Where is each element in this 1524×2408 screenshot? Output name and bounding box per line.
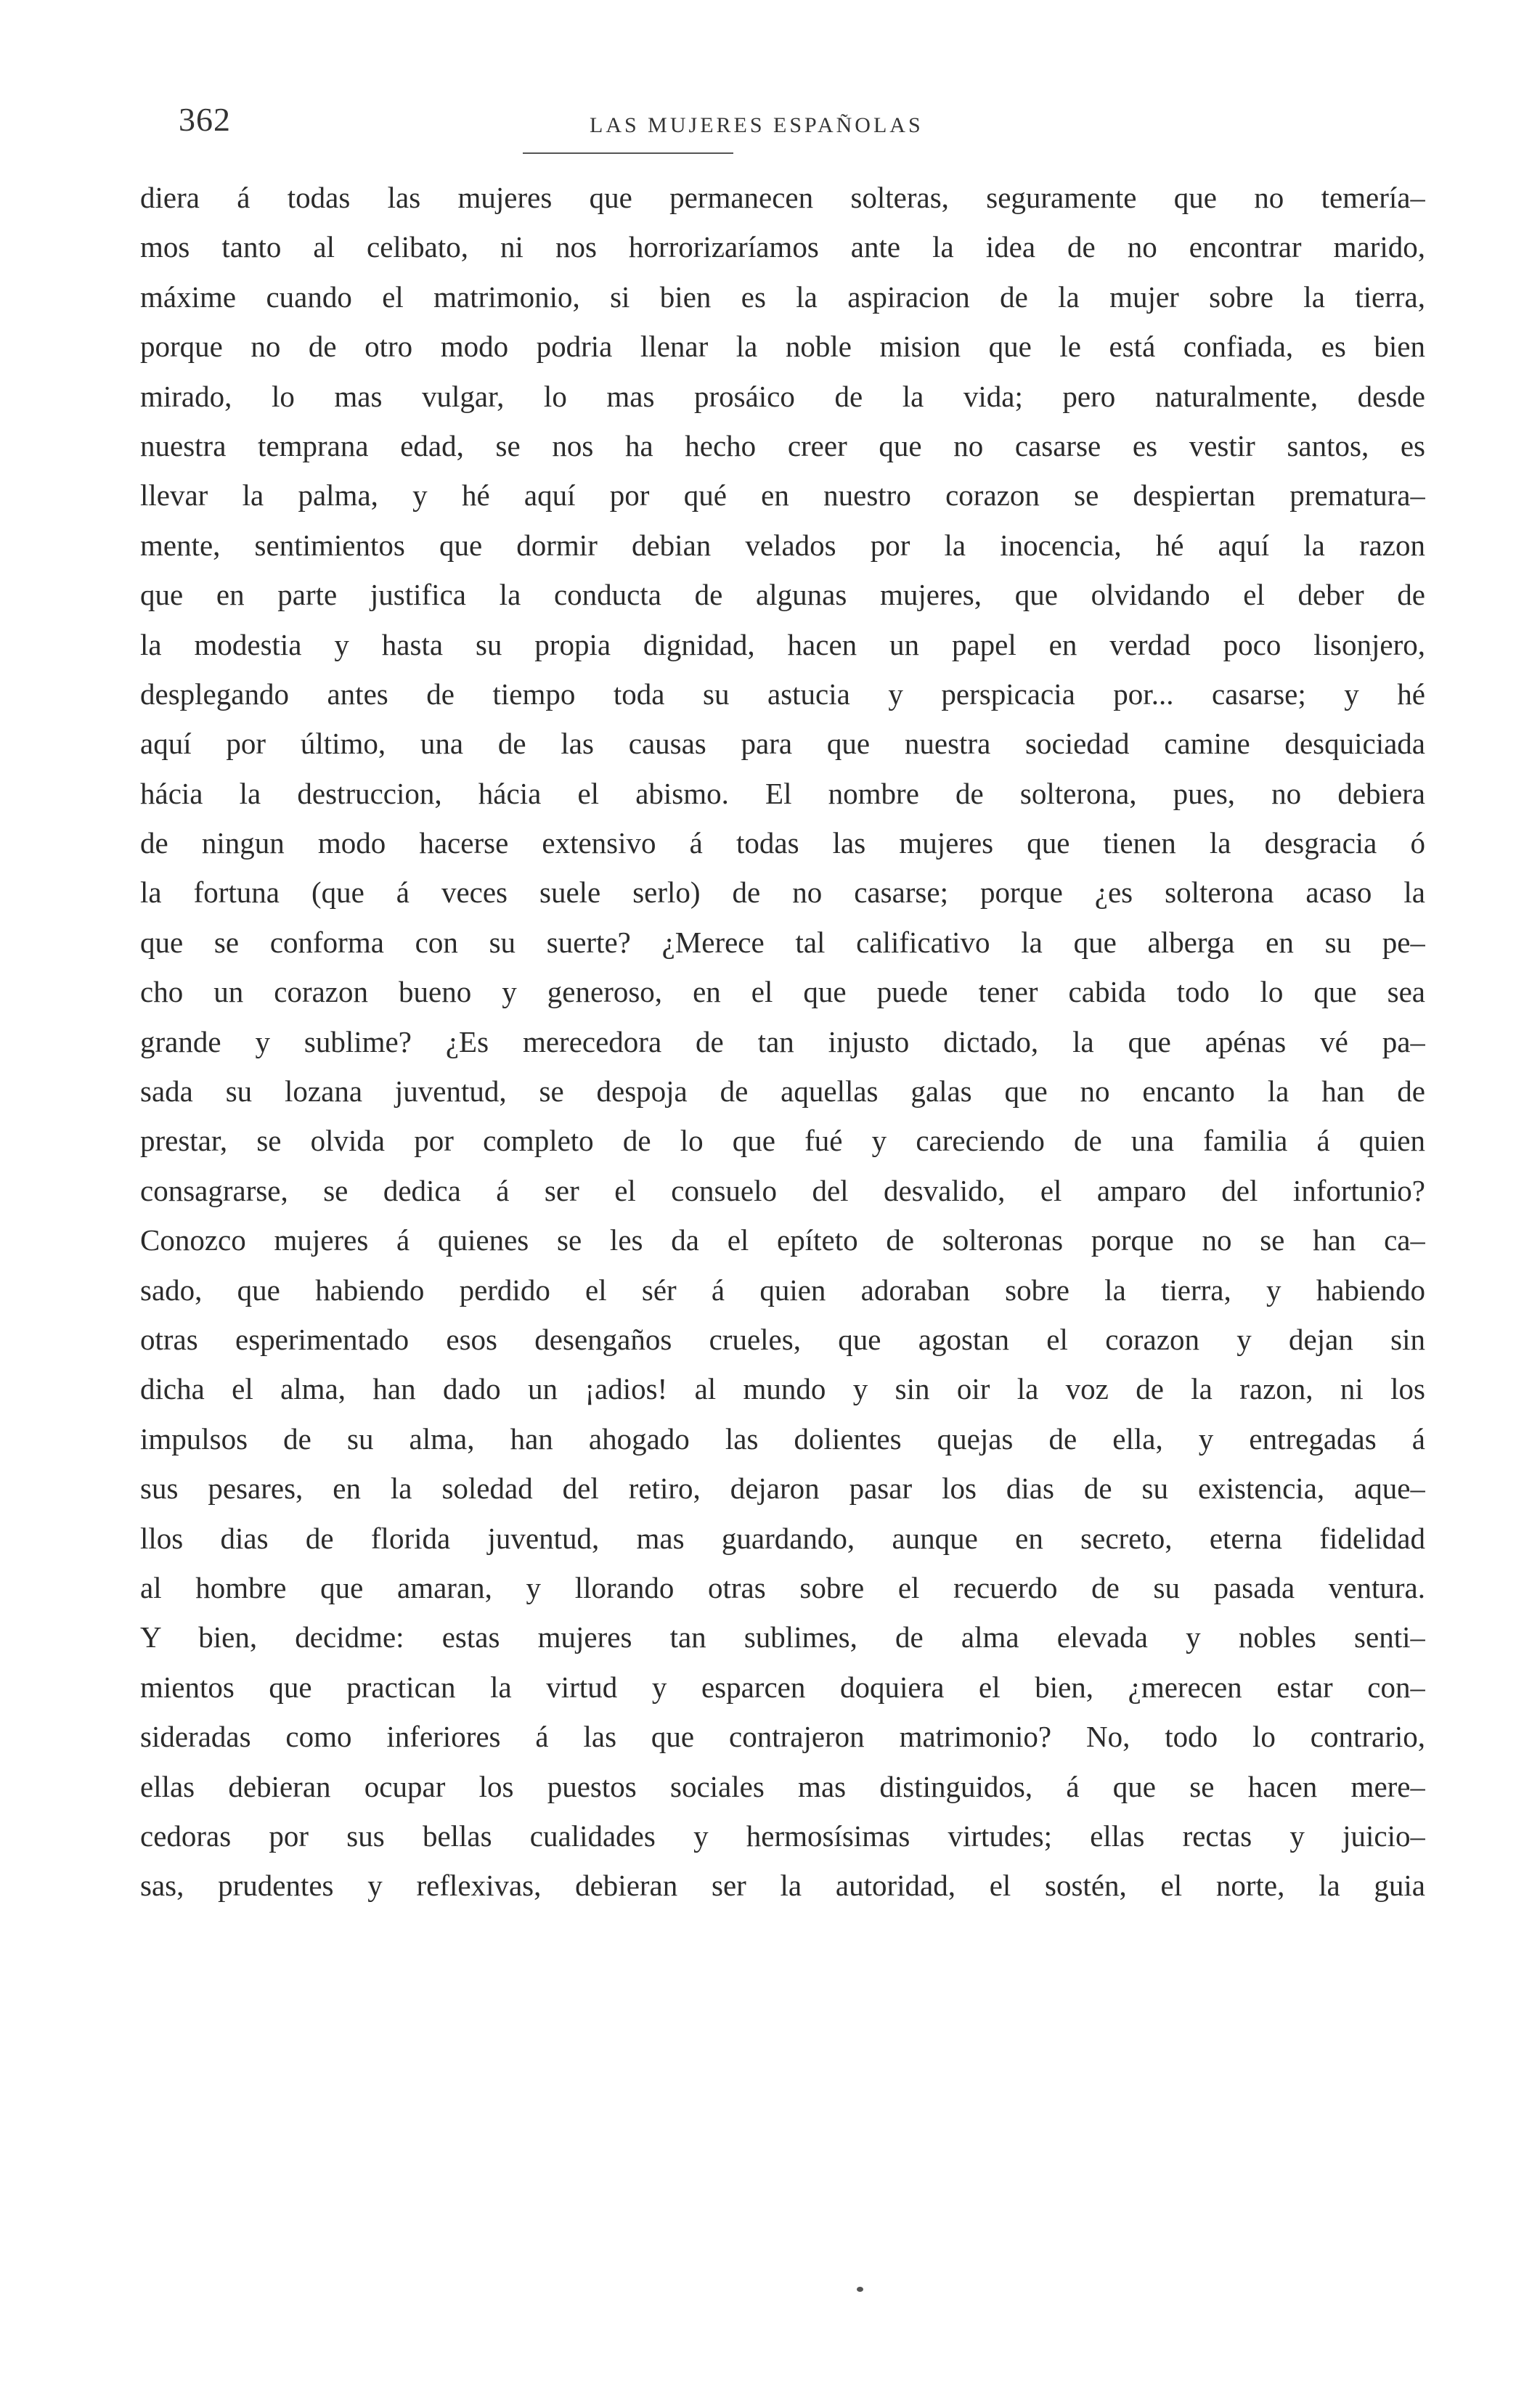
text-line: llos dias de florida juventud, mas guardando, aunque en secreto, eterna fidelidad bbox=[140, 1521, 1425, 1555]
text-line: sus pesares, en la soledad del retiro, dejaron pasar los dias de su existencia, aque– bbox=[140, 1472, 1425, 1506]
body-text bbox=[140, 173, 1425, 1911]
text-line: al hombre que amaran, y llorando otras sobre el recuerdo de su pasada ventura. bbox=[140, 1570, 1425, 1604]
text-line: ellas debieran ocupar los puestos sociales mas distinguidos, á que se hacen mere– bbox=[140, 1769, 1425, 1803]
text-line: que se conforma con su suerte? ¿Merece tal calificativo la que alberga en su pe– bbox=[140, 925, 1425, 959]
ink-speck bbox=[857, 2287, 863, 2292]
text-line: que en parte justifica la conducta de algunas mujeres, que olvidando el deber de bbox=[140, 578, 1425, 612]
header-rule bbox=[523, 152, 733, 154]
text-line: llevar la palma, y hé aquí por qué en nuestro corazon se despiertan prematura– bbox=[140, 478, 1425, 513]
page-number: 362 bbox=[179, 101, 231, 138]
text-line: porque no de otro modo podria llenar la noble mision que le está confiada, es bien bbox=[140, 330, 1425, 364]
page-header bbox=[179, 100, 1449, 151]
text-line: hácia la destruccion, hácia el abismo. El nombre de solterona, pues, no debiera bbox=[140, 776, 1425, 810]
text-line: otras esperimentado esos desengaños crueles, que agostan el corazon y dejan sin bbox=[140, 1322, 1425, 1356]
text-line: mirado, lo mas vulgar, lo mas prosáico de la vida; pero naturalmente, desde bbox=[140, 379, 1425, 413]
text-line: máxime cuando el matrimonio, si bien es la aspiracion de la mujer sobre la tierra, bbox=[140, 279, 1425, 314]
text-line: de ningun modo hacerse extensivo á todas las mujeres que tienen la desgracia ó bbox=[140, 826, 1425, 860]
text-line: nuestra temprana edad, se nos ha hecho creer que no casarse es vestir santos, es bbox=[140, 428, 1425, 462]
text-line: sas, prudentes y reflexivas, debieran ser la autoridad, el sostén, el norte, la guia bbox=[140, 1869, 1425, 1903]
text-line: consagrarse, se dedica á ser el consuelo del desvalido, el amparo del infortunio? bbox=[140, 1173, 1425, 1207]
text-line: sideradas como inferiores á las que contrajeron matrimonio? No, todo lo contrario, bbox=[140, 1720, 1425, 1754]
text-line: desplegando antes de tiempo toda su astucia y perspicacia por... casarse; y hé bbox=[140, 677, 1425, 711]
text-line: la fortuna (que á veces suele serlo) de no casarse; porque ¿es solterona acaso la bbox=[140, 876, 1425, 910]
text-line: aquí por último, una de las causas para que nuestra sociedad camine desquiciada bbox=[140, 727, 1425, 761]
text-line: mente, sentimientos que dormir debian velados por la inocencia, hé aquí la razon bbox=[140, 528, 1425, 562]
text-line: sado, que habiendo perdido el sér á quien adoraban sobre la tierra, y habiendo bbox=[140, 1273, 1425, 1307]
text-line: cedoras por sus bellas cualidades y hermosísimas virtudes; ellas rectas y juicio– bbox=[140, 1819, 1425, 1853]
text-line: cho un corazon bueno y generoso, en el que puede tener cabida todo lo que sea bbox=[140, 975, 1425, 1009]
text-line: grande y sublime? ¿Es merecedora de tan injusto dictado, la que apénas vé pa– bbox=[140, 1024, 1425, 1058]
text-line: Conozco mujeres á quienes se les da el epíteto de solteronas porque no se han ca– bbox=[140, 1223, 1425, 1257]
text-line: mos tanto al celibato, ni nos horrorizaríamos ante la idea de no encontrar marido, bbox=[140, 230, 1425, 264]
running-title: LAS MUJERES ESPAÑOLAS bbox=[590, 113, 924, 137]
text-line: mientos que practican la virtud y esparcen doquiera el bien, ¿merecen estar con– bbox=[140, 1670, 1425, 1704]
text-line: prestar, se olvida por completo de lo que fué y careciendo de una familia á quien bbox=[140, 1124, 1425, 1158]
text-line: sada su lozana juventud, se despoja de aquellas galas que no encanto la han de bbox=[140, 1074, 1425, 1109]
text-line: Y bien, decidme: estas mujeres tan sublimes, de alma elevada y nobles senti– bbox=[140, 1620, 1425, 1654]
text-line: la modestia y hasta su propia dignidad, hacen un papel en verdad poco lisonjero, bbox=[140, 627, 1425, 661]
text-line: dicha el alma, han dado un ¡adios! al mundo y sin oir la voz de la razon, ni los bbox=[140, 1372, 1425, 1406]
text-line: impulsos de su alma, han ahogado las dolientes quejas de ella, y entregadas á bbox=[140, 1421, 1425, 1456]
text-line: diera á todas las mujeres que permanecen solteras, seguramente que no temería– bbox=[140, 181, 1425, 214]
